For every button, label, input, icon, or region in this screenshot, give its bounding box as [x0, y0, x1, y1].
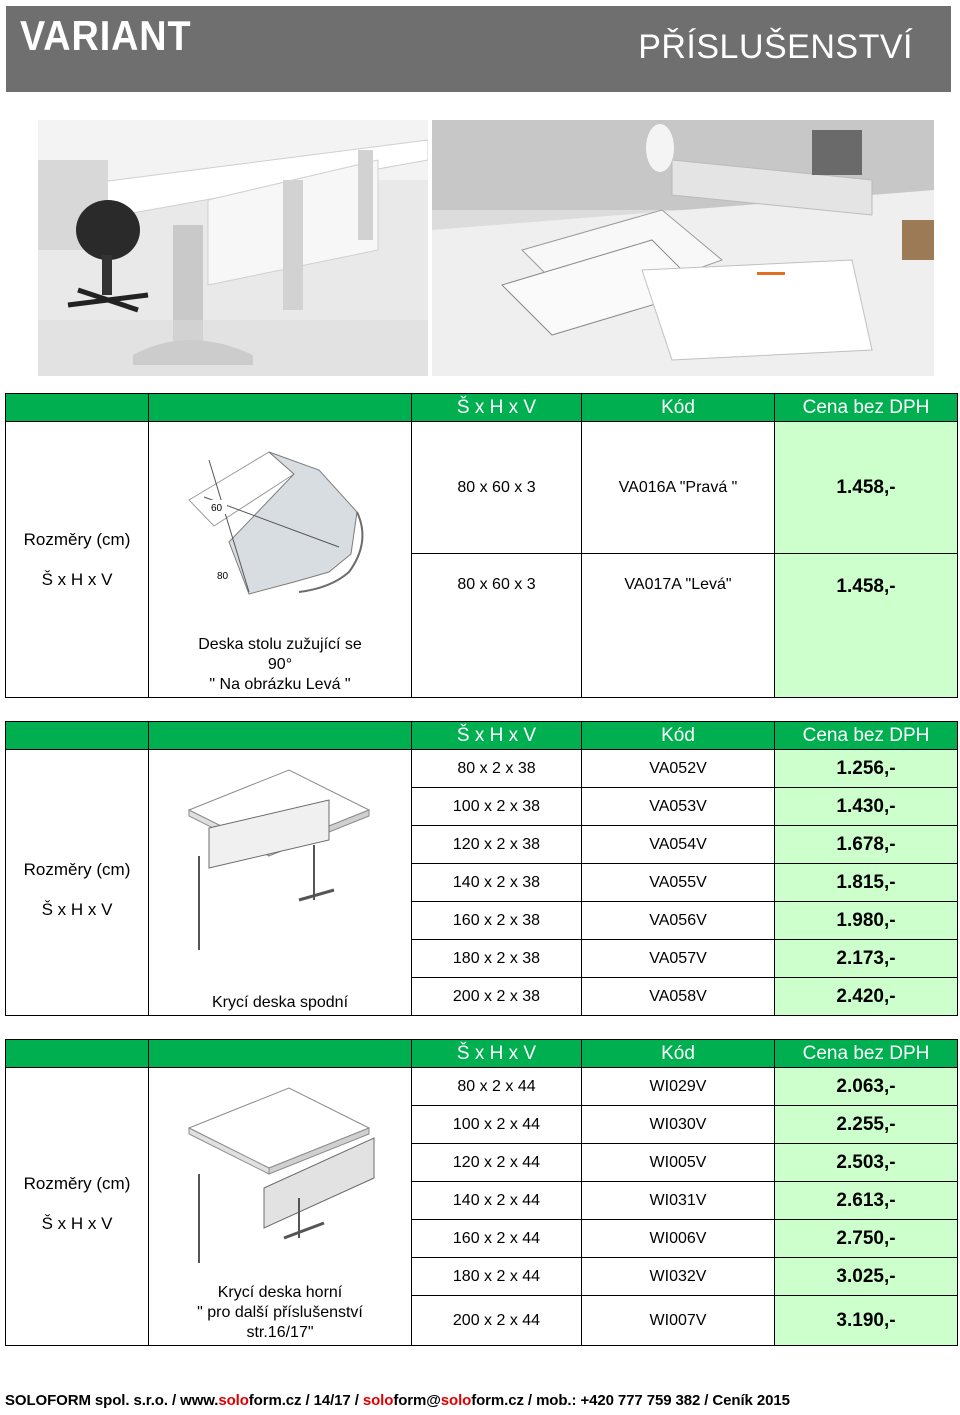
table-header-row: [6, 394, 958, 422]
cell-code: VA052V: [582, 750, 775, 788]
cell-dims: 160 x 2 x 38: [412, 902, 582, 940]
header-dims: Š x H x V: [412, 394, 582, 422]
corner-desk-drawing: [149, 422, 412, 602]
cell-price: 2.613,-: [775, 1182, 958, 1220]
caption-line: Deska stolu zužující se: [198, 636, 362, 653]
product-caption: [149, 993, 411, 1015]
product-caption: [149, 1283, 411, 1345]
header-empty-cell: [6, 722, 149, 750]
price-table-upper-modesty-panel: [5, 1039, 958, 1346]
cell-dims: 180 x 2 x 44: [412, 1258, 582, 1296]
dimensions-label-line1: Rozměry (cm): [23, 529, 131, 549]
product-photo-desk-legs: [38, 120, 428, 376]
cell-code: WI005V: [582, 1144, 775, 1182]
table-row: [6, 750, 958, 788]
cell-code: WI029V: [582, 1068, 775, 1106]
header-empty-cell: [149, 722, 412, 750]
cell-price: 1.815,-: [775, 864, 958, 902]
product-drawing-cell: [149, 422, 412, 698]
footer-mail-mid[interactable]: form@: [393, 1392, 441, 1409]
header-price: Cena bez DPH: [775, 394, 958, 422]
cell-dims: 160 x 2 x 44: [412, 1220, 582, 1258]
cell-code: VA053V: [582, 788, 775, 826]
cell-price: 2.063,-: [775, 1068, 958, 1106]
header-empty-cell: [149, 1040, 412, 1068]
cell-dims: 80 x 60 x 3: [412, 554, 582, 698]
dimensions-label-line1: Rozměry (cm): [23, 1174, 131, 1193]
cell-dims: 80 x 60 x 3: [412, 422, 582, 554]
footer-pricelist: / Ceník 2015: [700, 1392, 790, 1409]
caption-line: Krycí deska spodní: [211, 994, 349, 1011]
header-price: Cena bez DPH: [775, 1040, 958, 1068]
cell-price: 2.255,-: [775, 1106, 958, 1144]
header-code: Kód: [582, 722, 775, 750]
cell-price: 1.678,-: [775, 826, 958, 864]
cell-price: 2.503,-: [775, 1144, 958, 1182]
dimensions-label-line1: Rozměry (cm): [23, 860, 131, 879]
section-title: PŘÍSLUŠENSTVÍ: [638, 28, 913, 66]
product-drawing-cell: [149, 750, 412, 1016]
upper-panel-drawing: [149, 1068, 412, 1298]
price-table-lower-modesty-panel: [5, 721, 958, 1016]
table-row: [6, 1068, 958, 1106]
header-price: Cena bez DPH: [775, 722, 958, 750]
header-empty-cell: [6, 1040, 149, 1068]
cell-code: WI006V: [582, 1220, 775, 1258]
cell-price: 2.750,-: [775, 1220, 958, 1258]
cell-dims: 100 x 2 x 38: [412, 788, 582, 826]
cell-price: 1.458,-: [775, 554, 958, 698]
caption-line: str.16/17": [246, 1324, 314, 1341]
dimensions-label: [6, 422, 149, 698]
table-header-row: [6, 722, 958, 750]
header-dims: Š x H x V: [412, 1040, 582, 1068]
dimensions-label: [6, 750, 149, 1016]
cell-code: WI031V: [582, 1182, 775, 1220]
cell-dims: 180 x 2 x 38: [412, 940, 582, 978]
product-caption: [149, 635, 411, 697]
diagram-label-60: 60: [211, 503, 223, 514]
cell-code: VA017A "Levá": [582, 554, 775, 698]
cell-dims: 120 x 2 x 38: [412, 826, 582, 864]
header-code: Kód: [582, 394, 775, 422]
cell-code: WI030V: [582, 1106, 775, 1144]
header-empty-cell: [149, 394, 412, 422]
caption-line: Krycí deska horní: [217, 1284, 343, 1301]
cell-code: WI032V: [582, 1258, 775, 1296]
cell-price: 2.420,-: [775, 978, 958, 1016]
cell-code: VA057V: [582, 940, 775, 978]
table-header-row: [6, 1040, 958, 1068]
footer-web-rest[interactable]: form.cz /: [248, 1392, 310, 1409]
diagram-label-80: 80: [217, 571, 229, 582]
footer-mobile: mob.: +420 777 759 382: [532, 1392, 701, 1409]
footer-web-prefix: / www.: [167, 1392, 219, 1409]
cell-code: VA016A "Pravá ": [582, 422, 775, 554]
cell-dims: 200 x 2 x 38: [412, 978, 582, 1016]
page-footer: [5, 1392, 790, 1409]
price-table-corner-desk: [5, 393, 958, 698]
cell-dims: 200 x 2 x 44: [412, 1296, 582, 1346]
footer-web-brand: solo: [218, 1392, 249, 1409]
footer-mail-brand: solo: [440, 1392, 472, 1409]
footer-mail-brand: solo: [362, 1392, 394, 1409]
product-photo-desk-trays: [432, 120, 934, 376]
cell-price: 1.256,-: [775, 750, 958, 788]
cell-dims: 120 x 2 x 44: [412, 1144, 582, 1182]
cell-dims: 140 x 2 x 44: [412, 1182, 582, 1220]
dimensions-label-line2: Š x H x V: [41, 900, 113, 919]
dimensions-label-line2: Š x H x V: [41, 1214, 113, 1233]
cell-price: 3.025,-: [775, 1258, 958, 1296]
page-header: [6, 6, 951, 92]
header-code: Kód: [582, 1040, 775, 1068]
cell-price: 1.980,-: [775, 902, 958, 940]
cell-price: 1.430,-: [775, 788, 958, 826]
cell-dims: 80 x 2 x 44: [412, 1068, 582, 1106]
cell-code: VA058V: [582, 978, 775, 1016]
caption-line: 90°: [267, 656, 293, 673]
cell-price: 1.458,-: [775, 422, 958, 554]
cell-dims: 100 x 2 x 44: [412, 1106, 582, 1144]
cell-code: VA054V: [582, 826, 775, 864]
header-dims: Š x H x V: [412, 722, 582, 750]
lower-panel-drawing: [149, 750, 412, 990]
footer-pages: 14/17 /: [309, 1392, 363, 1409]
cell-dims: 80 x 2 x 38: [412, 750, 582, 788]
header-empty-cell: [6, 394, 149, 422]
cell-code: WI007V: [582, 1296, 775, 1346]
dimensions-label: [6, 1068, 149, 1346]
dimensions-label-line2: Š x H x V: [41, 569, 113, 589]
caption-line: " Na obrázku Levá ": [209, 676, 351, 693]
caption-line: " pro další příslušenství: [197, 1304, 363, 1321]
cell-price: 3.190,-: [775, 1296, 958, 1346]
table-row: [6, 422, 958, 554]
cell-price: 2.173,-: [775, 940, 958, 978]
cell-dims: 140 x 2 x 38: [412, 864, 582, 902]
brand-logo: VARIANT: [20, 12, 192, 59]
footer-mail-rest[interactable]: form.cz /: [471, 1392, 532, 1409]
footer-company: SOLOFORM spol. s.r.o.: [5, 1392, 168, 1409]
cell-code: VA056V: [582, 902, 775, 940]
cell-code: VA055V: [582, 864, 775, 902]
product-drawing-cell: [149, 1068, 412, 1346]
